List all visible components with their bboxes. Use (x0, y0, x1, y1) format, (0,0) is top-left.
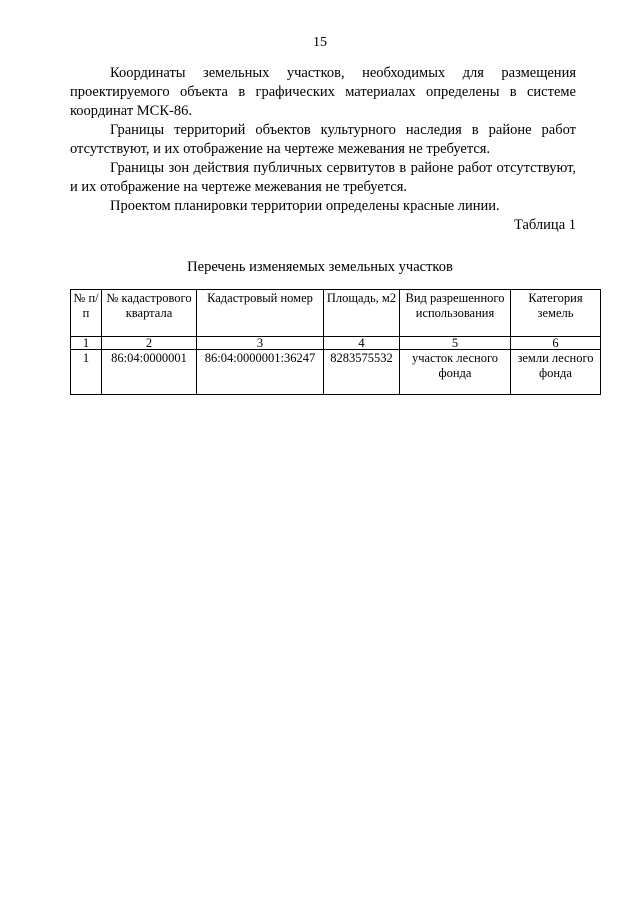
header-land-category: Категория земель (511, 290, 601, 337)
table-row (71, 350, 601, 395)
column-number: 6 (511, 337, 601, 350)
body-text (70, 64, 576, 216)
paragraph-coordinates: Координаты земельных участков, необходимых для размещения проектируемого объекта в графических материалах определены в системе координат МСК-86. (70, 65, 576, 119)
paragraph-red-lines: Проектом планировки территории определены красные линии. (110, 198, 500, 214)
land-plots-table (70, 289, 601, 395)
cell-cadastral-number: 86:04:0000001:36247 (197, 350, 324, 395)
column-number: 2 (102, 337, 197, 350)
cell-row-number: 1 (71, 350, 102, 395)
cell-cadastral-quarter: 86:04:0000001 (102, 350, 197, 395)
table-header-row (71, 290, 601, 337)
page-number: 15 (313, 35, 327, 50)
cell-area: 8283575532 (324, 350, 400, 395)
header-row-number: № п/п (71, 290, 102, 337)
column-number: 3 (197, 337, 324, 350)
header-area: Площадь, м2 (324, 290, 400, 337)
paragraph-servitudes: Границы зон действия публичных сервитутов в районе работ отсутствуют, и их отображение на чертеже межевания не требуется. (70, 160, 576, 195)
paragraph-cultural-heritage: Границы территорий объектов культурного наследия в районе работ отсутствуют, и их отображение на чертеже межевания не требуется. (70, 122, 576, 157)
column-number: 5 (400, 337, 511, 350)
column-numbers-row (71, 337, 601, 350)
cell-land-category: земли лесного фонда (511, 350, 601, 395)
column-number: 1 (71, 337, 102, 350)
header-cadastral-number: Кадастровый номер (197, 290, 324, 337)
header-cadastral-quarter: № кадастрового квартала (102, 290, 197, 337)
cell-permitted-use: участок лесного фонда (400, 350, 511, 395)
table-number-label: Таблица 1 (513, 217, 576, 233)
header-permitted-use: Вид разрешенного использования (400, 290, 511, 337)
column-number: 4 (324, 337, 400, 350)
table-caption: Перечень изменяемых земельных участков (187, 259, 453, 275)
